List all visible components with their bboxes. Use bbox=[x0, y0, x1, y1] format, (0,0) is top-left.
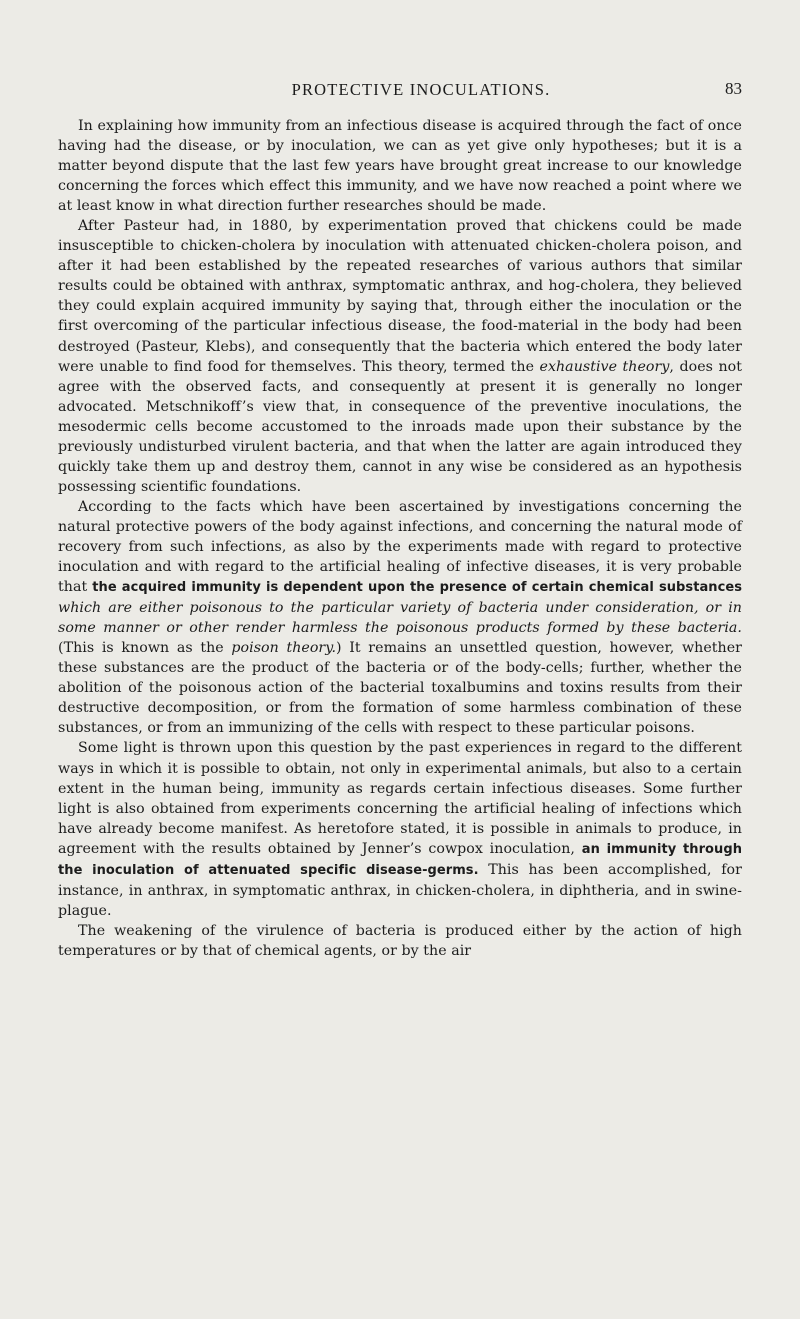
paragraph-5: The weakening of the virulence of bacteria is produced either by the action of high temperatures or by that of chemical agents, or by the air bbox=[58, 922, 742, 959]
paragraph-4-text-b: This has been accomplished, for instance, in anthrax, in symptomatic anthrax, in chicken-cholera, in diphtheria, and in swine-plague. bbox=[58, 861, 742, 919]
paragraph-3 bbox=[58, 497, 742, 739]
paragraph-2-text-b: , does not agree with the observed facts, and consequently at present it is generally no longer advocated. Metschnikoff’s view that, in consequence of the preventive inoculations, the mesodermic cells become accustomed to the inroads made upon their substance by the previously undisturbed virulent bacteria, and that when the latter are again introduced they quickly take them up and destroy them, cannot in any wise be considered as an hypothesis possessing scientific foundations. bbox=[58, 358, 742, 495]
paragraph-1: In explaining how immunity from an infectious disease is acquired through the fact of once having had the disease, or by inoculation, we can as yet give only hypotheses; but it is a matter beyond dispute that the last few years have brought great increase to our knowledge concerning the forces which effect this immunity, and we have now reached a point where we at least know in what direction further researches should be made. bbox=[58, 118, 742, 215]
paragraph-2-emphasis: exhaustive theory bbox=[539, 358, 670, 375]
page-header bbox=[100, 76, 742, 106]
body-text bbox=[58, 116, 742, 961]
page-number: 83 bbox=[725, 79, 742, 98]
paragraph-4-text-a: Some light is thrown upon this question by the past experiences in regard to the different ways in which it is possible to obtain, not only in experimental animals, but also to a certain extent in the human being, immunity as regards certain infectious diseases. Some further light is also obtained from experiments concerning the artificial healing of infections which have already become manifest. As heretofore stated, it is possible in animals to produce, in agreement with the results obtained by Jenner’s cowpox inoculation, bbox=[58, 740, 742, 857]
paragraph-3-text-b: (This is known as the bbox=[58, 640, 232, 657]
paragraph-3-emphasis-2: poison theory. bbox=[231, 640, 337, 657]
paragraph-3-emphasis: which are either poisonous to the particular variety of bacteria under consideration, or in some manner or other render harmless the poisonous products formed by these bacteria. bbox=[58, 600, 742, 637]
paragraph-2 bbox=[58, 216, 742, 497]
paragraph-3-text-c: ) It remains an unsettled question, however, whether these substances are the product of the bacteria or of the body-cells; further, whether the abolition of the poisonous action of the bacterial toxalbumins and toxins results from their destructive decomposition, or from the formation of some harmless combination of these substances, or from an immunizing of the cells with respect to these particular poisons. bbox=[58, 640, 743, 737]
paragraph-3-text-a: According to the facts which have been ascertained by investigations concerning the natural protective powers of the body against infections, and concerning the natural mode of recovery from such infections, as also by the experiments made with regard to protective inoculation and with regard to the artificial healing of infective diseases, it is very probable that bbox=[58, 498, 742, 596]
paragraph-4-bold: an immunity through the inoculation of attenuated specific disease-germs. bbox=[58, 841, 742, 878]
paragraph-2-text-a: After Pasteur had, in 1880, by experimentation proved that chickens could be made insusceptible to chicken-cholera by inoculation with attenuated chicken-cholera poison, and after it had been established by the repeated researches of various authors that similar results could be obtained with anthrax, symptomatic anthrax, and hog-cholera, they believed they could explain acquired immunity by saying that, through either the inoculation or the first overcoming of the particular infectious disease, the food-material in the body had been destroyed (Pasteur, Klebs), and consequently that the bacteria which entered the body later were unable to find food for themselves. This theory, termed the bbox=[58, 218, 742, 375]
paragraph-4 bbox=[58, 738, 742, 920]
paragraph-3-bold: the acquired immunity is dependent upon the presence of certain chemical substances bbox=[92, 580, 743, 596]
running-title: PROTECTIVE INOCULATIONS. bbox=[291, 80, 551, 99]
